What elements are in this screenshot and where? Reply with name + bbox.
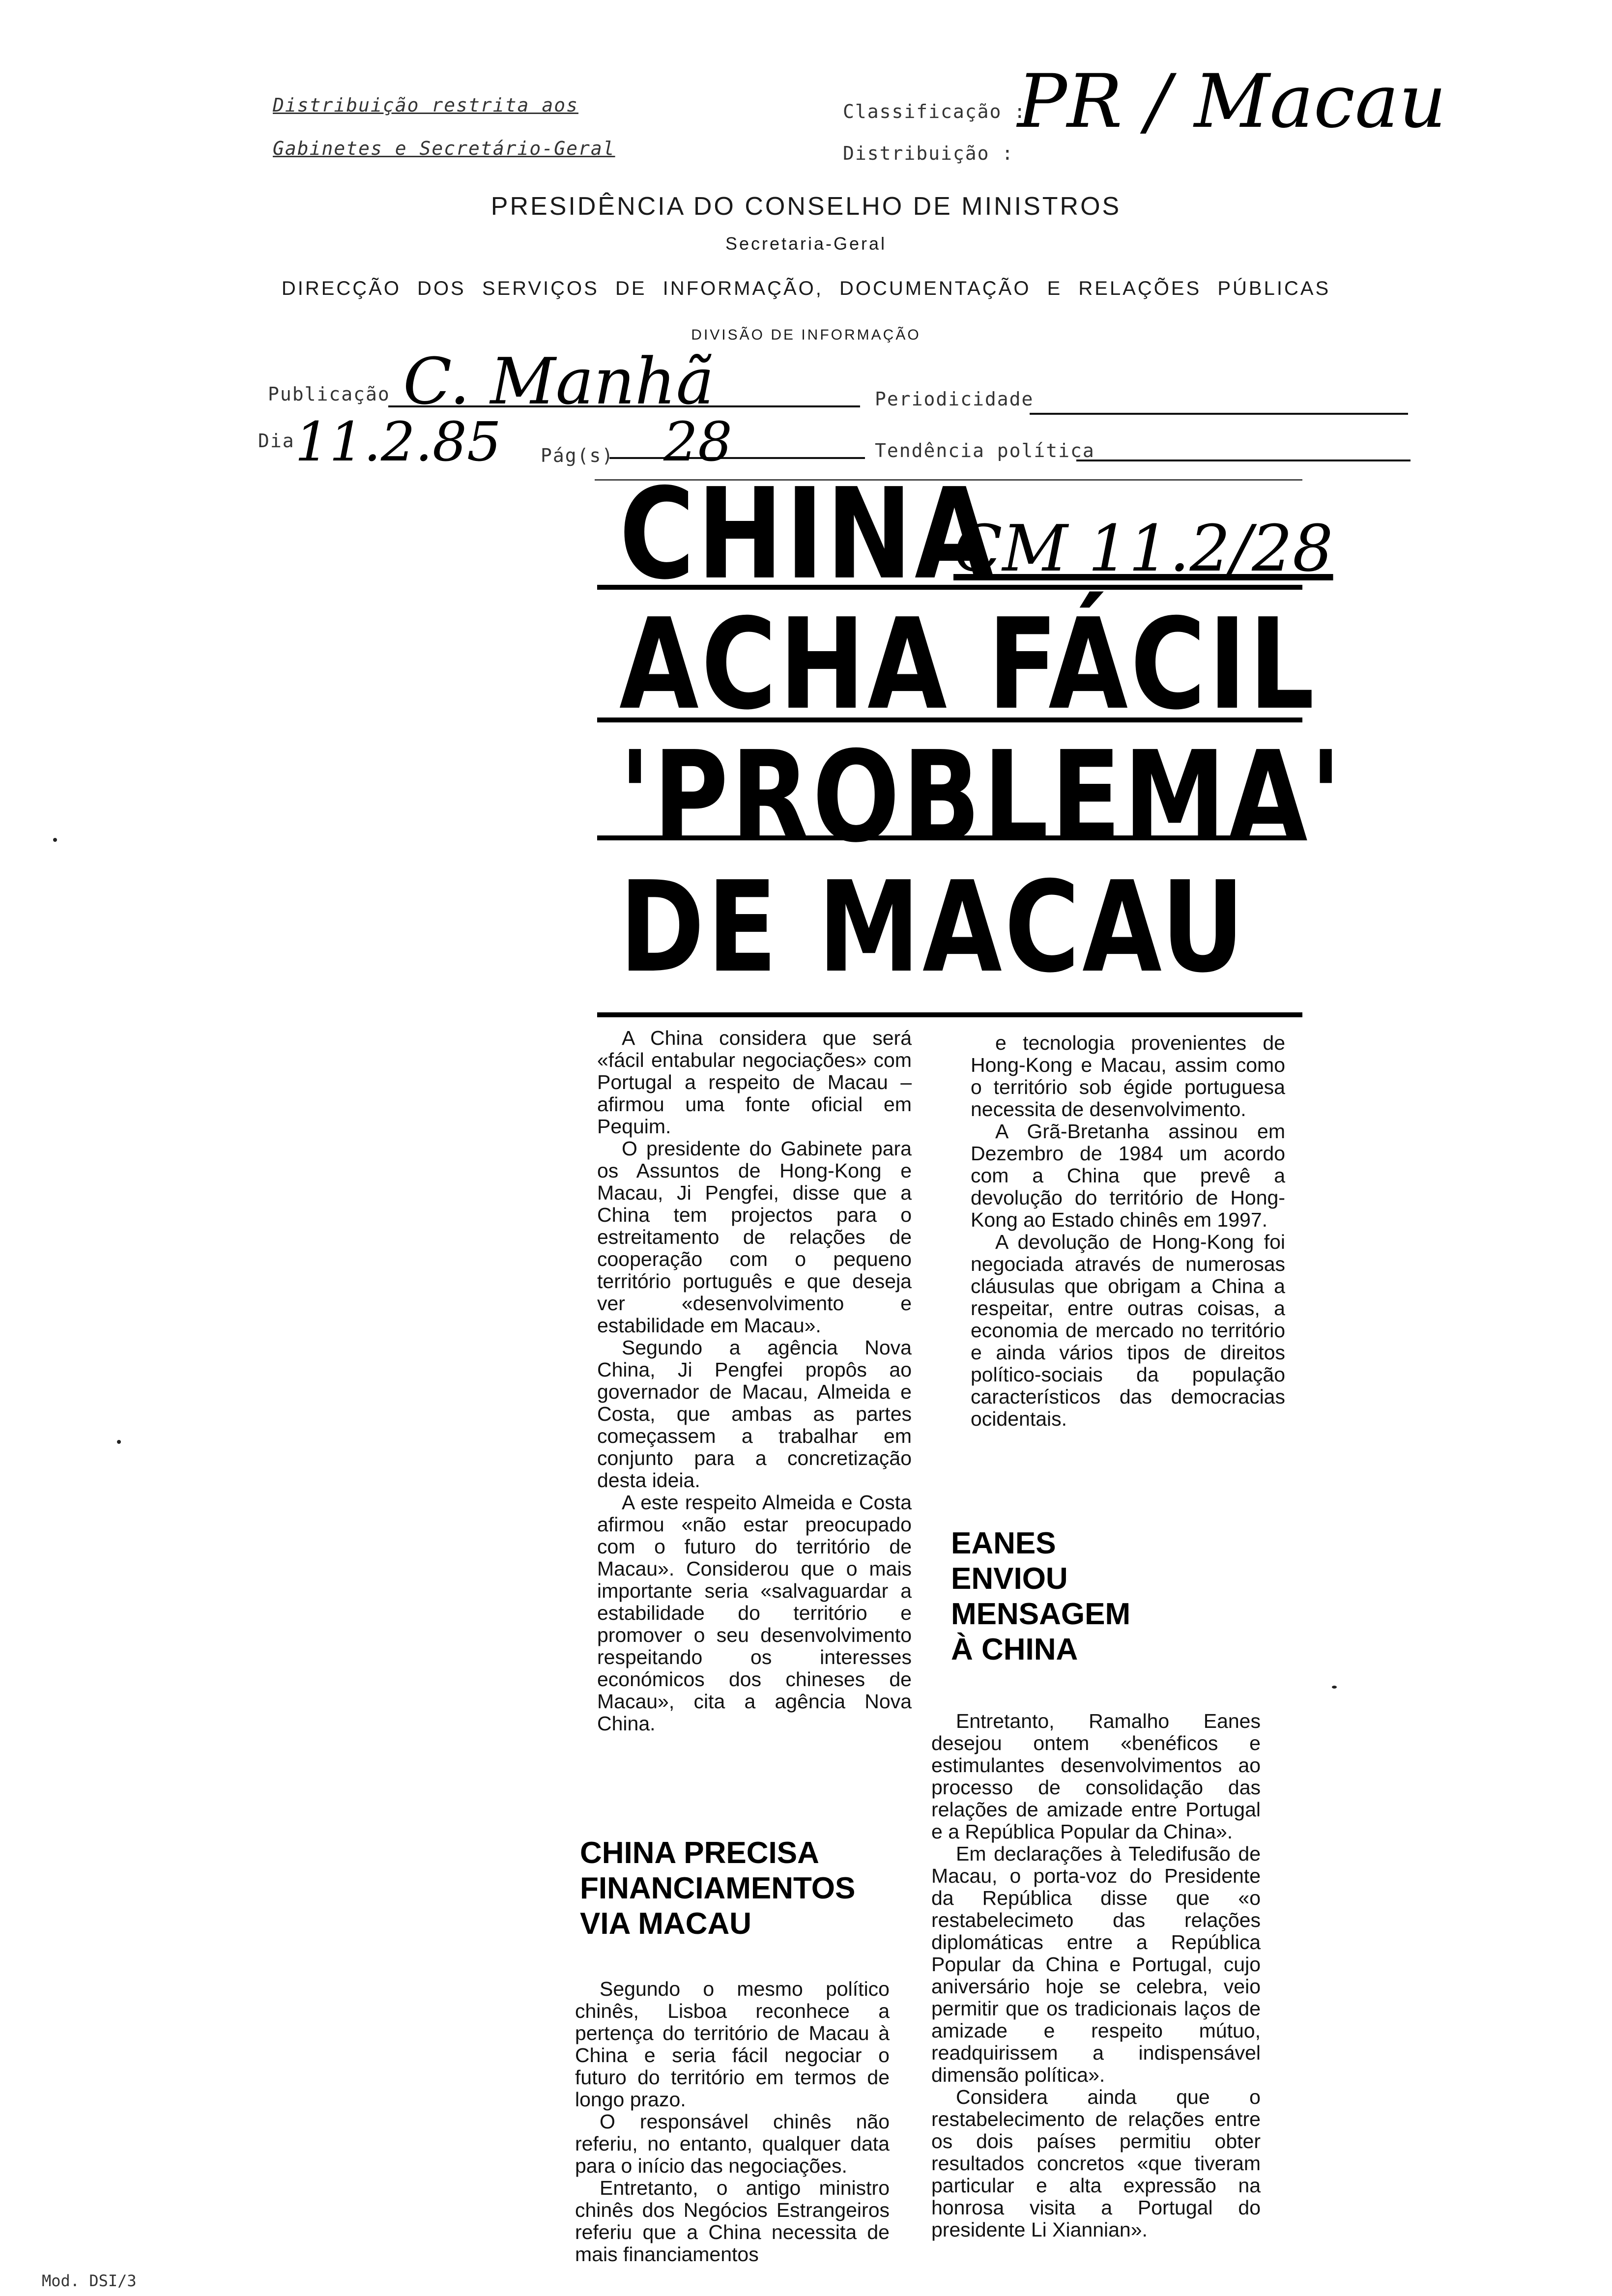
org-department: DIRECÇÃO DOS SERVIÇOS DE INFORMAÇÃO, DOCUMENTAÇÃO E RELAÇÕES PÚBLICAS [281, 278, 1331, 299]
scan-speck [1332, 1686, 1337, 1689]
org-division: DIVISÃO DE INFORMAÇÃO [691, 327, 921, 343]
headline-line-2: ACHA FÁCIL [619, 592, 1317, 738]
headline-rule-4 [597, 1012, 1302, 1017]
dia-label: Dia [258, 430, 295, 452]
paragraph: e tecnologia provenientes de Hong-Kong e Macau, assim como o território sob égide portuguesa necessita de desenvolvimento. [971, 1032, 1285, 1120]
subheading-line: EANES [951, 1526, 1056, 1560]
periodicidade-line [1030, 413, 1408, 415]
tendencia-line [1076, 459, 1410, 461]
tendencia-label: Tendência política [875, 440, 1095, 461]
paragraph: A devolução de Hong-Kong foi negociada através de numerosas cláusulas que obrigam a China a respeitar, entre outras coisas, a economia de mercado no território e ainda vários tipos de direitos político-sociais da população característicos das democracias ocidentais. [971, 1231, 1285, 1430]
classificacao-handwritten: PR / Macau [1017, 59, 1446, 144]
subheading-line: VIA MACAU [580, 1907, 752, 1941]
publicacao-value: C. Manhã [403, 344, 715, 419]
paragraph: A China considera que será «fácil entabular negociações» com Portugal a respeito de Macau – afirmou uma fonte oficial em Pequim. [597, 1027, 912, 1138]
article-column-2 [971, 1032, 1285, 1430]
pags-label: Pág(s) [541, 445, 614, 466]
article-column-1 [597, 1027, 912, 1735]
headline-line-1: CHINA [619, 461, 997, 607]
headline-rule-2 [597, 718, 1302, 722]
paragraph: Considera ainda que o restabelecimento de relações entre os dois países permitiu obter resultados concretos «que tiveram particular e alta expressão na honrosa visita a Portugal do presidente Li Xiannian». [931, 2086, 1261, 2241]
headline-line-4: DE MACAU [619, 855, 1247, 1001]
article-column-1b [575, 1978, 890, 2266]
subheading-line: MENSAGEM [951, 1597, 1131, 1631]
paragraph: Entretanto, o antigo ministro chinês dos Negócios Estrangeiros referiu que a China necessita de mais financiamentos [575, 2177, 890, 2266]
distribution-note-line1: Distribuição restrita aos [273, 94, 578, 116]
headline-rule-1 [597, 585, 1302, 590]
clipping-stamp: CM 11.2/28 [953, 511, 1333, 586]
paragraph: Segundo a agência Nova China, Ji Pengfei propôs ao governador de Macau, Almeida e Costa, que ambas as partes começassem a trabalhar em conjunto para a concretização desta ideia. [597, 1336, 912, 1492]
article-column-2b [931, 1710, 1261, 2241]
distribuicao-label: Distribuição : [843, 143, 1014, 164]
paragraph: Em declarações à Teledifusão de Macau, o porta-voz do Presidente da República disse que «o restabelecimeto das relações diplomáticas entre a República Popular da China e Portugal, cujo aniversário hoje se celebra, veio permitir que os tradicionais laços de amizade e respeito mútuo, readquirissem a indispensável dimensão política». [931, 1842, 1261, 2086]
paragraph: A Grã-Bretanha assinou em Dezembro de 1984 um acordo com a China que prevê a devolução do território de Hong-Kong ao Estado chinês em 1997. [971, 1120, 1285, 1231]
publicacao-label: Publicação [268, 383, 390, 405]
periodicidade-label: Periodicidade [875, 388, 1034, 410]
subheading-line: CHINA PRECISA [580, 1836, 819, 1870]
paragraph: Entretanto, Ramalho Eanes desejou ontem «benéficos e estimulantes desenvolvimentos ao processo de consolidação das relações de amizade entre Portugal e a República Popular da China». [931, 1710, 1261, 1843]
model-number: Mod. DSI/3 [42, 2271, 137, 2290]
pags-value: 28 [663, 410, 732, 473]
subheading-line: FINANCIAMENTOS [580, 1871, 856, 1905]
paragraph: Segundo o mesmo político chinês, Lisboa reconhece a pertença do território de Macau à China e seria fácil negociar o futuro do território em termos de longo prazo. [575, 1978, 890, 2111]
scan-speck [117, 1440, 121, 1444]
org-subtitle: Secretaria-Geral [725, 233, 887, 254]
headline-line-3: 'PROBLEMA' [619, 724, 1344, 870]
headline-rule-3 [597, 835, 1302, 840]
dia-value: 11.2.85 [295, 410, 501, 473]
paragraph: O presidente do Gabinete para os Assuntos de Hong-Kong e Macau, Ji Pengfei, disse que a China tem projectos para o estreitamento de relações de cooperação com o pequeno território português e que deseja ver «desenvolvimento e estabilidade em Macau». [597, 1137, 912, 1337]
classificacao-label: Classificação : [843, 101, 1027, 122]
scan-speck [53, 838, 57, 842]
pags-line [609, 457, 865, 459]
org-title: PRESIDÊNCIA DO CONSELHO DE MINISTROS [490, 192, 1122, 221]
paragraph: A este respeito Almeida e Costa afirmou «não estar preocupado com o futuro do território de Macau». Considerou que o mais importante seria «salvaguardar a estabilidade do território e promover o seu desenvolvimento respeitando os interesses económicos dos chineses de Macau», cita a agência Nova China. [597, 1491, 912, 1735]
subheading-china-precisa [580, 1836, 855, 1942]
subheading-line: À CHINA [951, 1633, 1078, 1666]
paragraph: O responsável chinês não referiu, no entanto, qualquer data para o início das negociações. [575, 2110, 890, 2177]
distribution-note-line2: Gabinetes e Secretário-Geral [273, 138, 615, 159]
subheading-line: ENVIOU [951, 1562, 1068, 1596]
subheading-eanes [951, 1526, 1130, 1667]
